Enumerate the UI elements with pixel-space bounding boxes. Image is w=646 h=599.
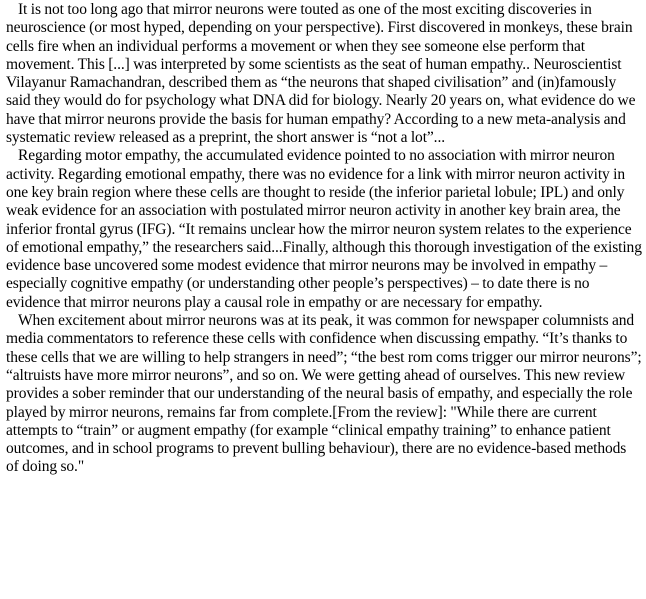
- paragraph-findings: Regarding motor empathy, the accumulated evidence pointed to no association with mirror neuron activity. Regarding emotional empathy, there was no evidence for a link with mirror neuron activity in one key brain region where these cells are thought to reside (the inferior parietal lobule; IPL) and only weak evidence for an association with postulated mirror neuron activity in another key brain area, the inferior frontal gyrus (IFG). “It remains unclear how the mirror neuron system relates to the experience of emotional empathy,” the researchers said...Finally, although this thorough investigation of the existing evidence base uncovered some modest evidence that mirror neurons may be involved in empathy – especially cognitive empathy (or understanding other people’s perspectives) – to date there is no evidence that mirror neurons play a causal role in empathy or are necessary for empathy.: [6, 147, 642, 311]
- paragraph-conclusion: When excitement about mirror neurons was at its peak, it was common for newspaper columnists and media commentators to reference these cells with confidence when discussing empathy. “It’s thanks to these cells that we are willing to help strangers in need”; “the best rom coms trigger our mirror neurons”; “altruists have more mirror neurons”, and so on. We were getting ahead of ourselves. This new review provides a sober reminder that our understanding of the neural basis of empathy, and especially the role played by mirror neurons, remains far from complete.[From the review]: "While there are current attempts to “train” or augment empathy (for example “clinical empathy training” to enhance patient outcomes, and in school programs to prevent bulling behaviour), there are no evidence-based methods of doing so.": [6, 312, 642, 476]
- paragraph-intro: It is not too long ago that mirror neurons were touted as one of the most exciting discoveries in neuroscience (or most hyped, depending on your perspective). First discovered in monkeys, these brain cells fire when an individual performs a movement or when they see someone else perform that movement. This [...] was interpreted by some scientists as the seat of human empathy.. Neuroscientist Vilayanur Ramachandran, described them as “the neurons that shaped civilisation” and (in)famously said they would do for psychology what DNA did for biology. Nearly 20 years on, what evidence do we have that mirror neurons provide the basis for human empathy? According to a new meta-analysis and systematic review released as a preprint, the short answer is “not a lot”...: [6, 1, 636, 147]
